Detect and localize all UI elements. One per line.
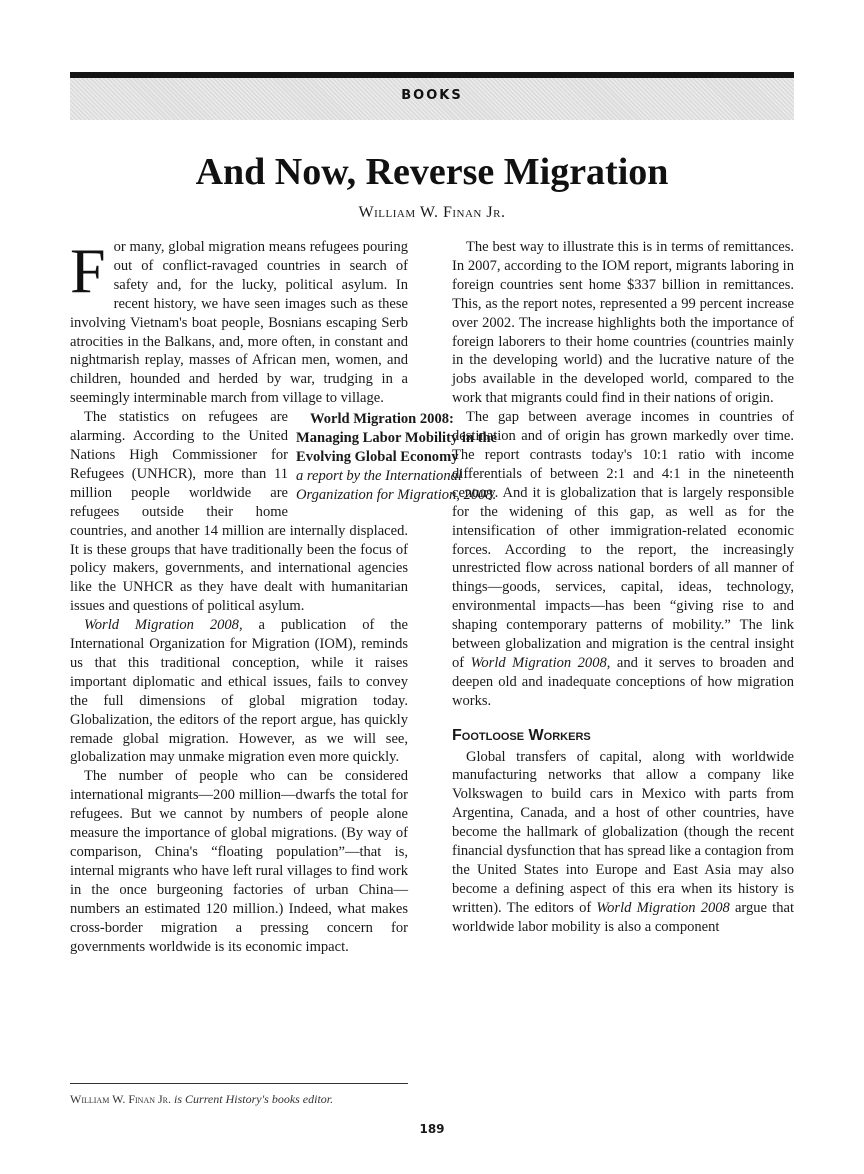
paragraph-6: The gap between average incomes in countries of destination and of origin has grown markedly over time. The report contrasts today's 10:1 ratio with income differentials of between 2:1 and 4:1 in the nineteenth century. And it is globalization that is largely responsible for the widening of this gap, as well as for the intensification of other immigration-related economic forces. According to the report, the increasingly unrestricted flow across national borders of all manner of things—goods, services, capital, ideas, technology, environmental impacts—has been “giving rise to and shaping contemporary patterns of mobility.” The link between globalization and migration is the central insight of World Migration 2008, and it serves to broaden and deepen old and inadequate conceptions of how migration works. bbox=[452, 409, 794, 709]
paragraph-4: The number of people who can be considered international migrants—200 million—dwarfs the total for refugees. But we cannot by numbers of people alone measure the importance of global migrations. (By way of comparison, China's “floating population”—that is, internal migrants who have left rural villages to find work in the once burgeoning factories of urban China—numbers an estimated 120 million.) Indeed, what makes cross-border migration a pressing concern for governments worldwide is its economic impact. bbox=[70, 768, 408, 955]
article-author: William W. Finan Jr. bbox=[358, 204, 506, 221]
drop-cap: F bbox=[70, 235, 106, 306]
right-column bbox=[452, 238, 794, 937]
article-title: And Now, Reverse Migration bbox=[195, 151, 669, 193]
book-title-line-3: Evolving Global Economy bbox=[296, 448, 459, 465]
author-footnote bbox=[70, 1092, 333, 1107]
book-title-line-1: World Migration 2008: bbox=[310, 411, 454, 428]
book-source-line-1: a report by the International bbox=[296, 467, 462, 484]
book-source-line-2: Organization for Migration, 2008. bbox=[296, 486, 497, 503]
paragraph-5: The best way to illustrate this is in terms of remittances. In 2007, according to the IOM report, migrants laboring in foreign countries sent home $337 billion in remittances. This, as the report notes, represented a 99 percent increase over 2002. The increase highlights both the importance of foreign laborers to their home countries (countries mainly in the developing world) and the lucrative nature of the jobs available in the developed world, compared to the work that migrants could find in their nations of origin. bbox=[452, 239, 794, 407]
paragraph-3: World Migration 2008, a publication of the International Organization for Migration (IOM), reminds us that this traditional conception, while it raises important diplomatic and ethical issues, fails to convey the full dimensions of global migration today. Globalization, the editors of the report argue, has quickly remade global migration. However, as we will see, globalization may unmake migration even more quickly. bbox=[70, 617, 408, 766]
subhead-footloose-workers: Footloose Workers bbox=[452, 726, 591, 744]
footnote-divider bbox=[70, 1083, 408, 1084]
section-header-band bbox=[70, 72, 794, 120]
paragraph-1: For many, global migration means refugees pouring out of conflict-ravaged countries in search of safety and, for the lucky, political asylum. In recent history, we have seen images such as these involving Vietnam's boat people, Bosnians escaping Serb atrocities in the Balkans, and, more often, in constant and nightmarish replay, masses of African men, women, and children, hounded and herded by war, trudging in a seemingly interminable march from village to village. bbox=[70, 235, 408, 407]
paragraph-7: Global transfers of capital, along with worldwide manufacturing networks that allow a company like Volkswagen to build cars in Mexico with parts from Argentina, Canada, and a host of other countries, have become the hallmark of globalization (though the recent financial dysfunction that has spread like a contagion from the United States into Europe and East Asia may also become a defining aspect of this era when its history is written). The editors of World Migration 2008 argue that worldwide labor mobility is also a component bbox=[452, 748, 794, 935]
page-number: 189 bbox=[419, 1122, 445, 1136]
paragraph-2: World Migration 2008: Managing Labor Mobility in the Evolving Global Economy a report by the International Organization for Migration, 2008. The statistics on refugees are alarming. According to the United Nations High Commissioner for Refugees (UNHCR), more than 11 million people worldwide are refugees outside their home countries, and another 14 million are internally displaced. It is these groups that have traditionally been the focus of policy makers, governments, and international agencies like the UNHCR as they have dealt with humanitarian issues and questions of political asylum. bbox=[70, 408, 408, 616]
book-title-line-2: Managing Labor Mobility in the bbox=[296, 430, 497, 447]
footnote-author: William W. Finan Jr. bbox=[70, 1092, 172, 1106]
footnote-text: is Current History's books editor. bbox=[171, 1092, 334, 1106]
section-label: BOOKS bbox=[401, 88, 463, 103]
left-column bbox=[70, 235, 497, 956]
